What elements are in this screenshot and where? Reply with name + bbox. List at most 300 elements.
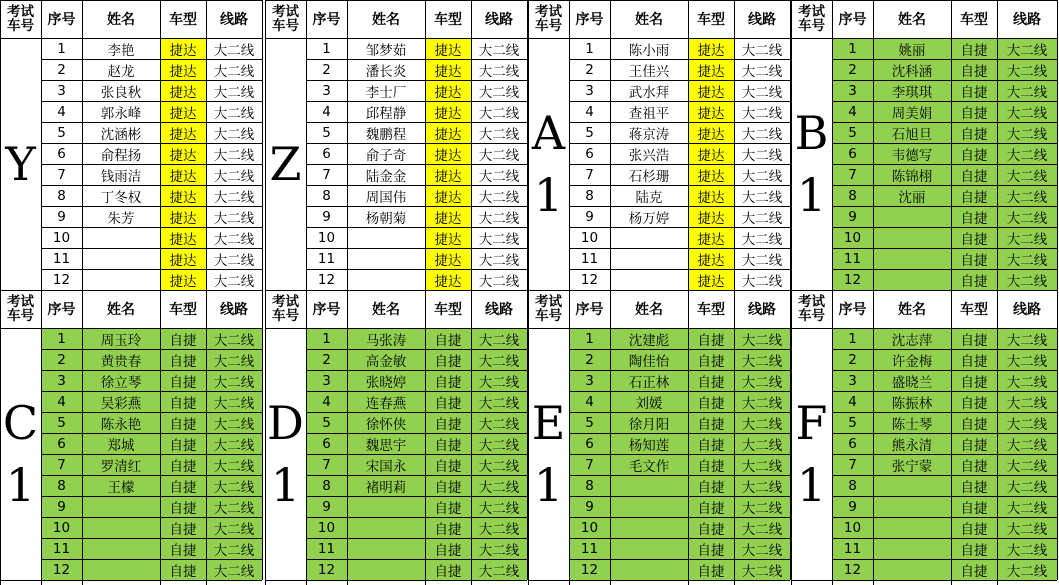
- row-route: 大二线: [478, 63, 520, 80]
- row-route: 大二线: [213, 42, 255, 59]
- row-car-type: 自捷: [425, 475, 471, 496]
- row-route: 大二线: [471, 538, 527, 559]
- row-car-type: 自捷: [951, 391, 997, 412]
- grid-line: [528, 0, 790, 1]
- row-car-type: 捷达: [160, 185, 206, 206]
- row-route: 大二线: [997, 328, 1057, 349]
- grid-line: [306, 206, 527, 207]
- grid-line: [832, 559, 1057, 560]
- grid-line: [41, 269, 262, 270]
- row-seq: 6: [832, 143, 873, 164]
- row-route: 大二线: [471, 370, 527, 391]
- header-type: 车型: [697, 12, 725, 28]
- row-route: 大二线: [206, 370, 262, 391]
- row-route: 大二线: [478, 189, 520, 206]
- row-car-type: 自捷: [951, 38, 997, 59]
- row-route: 大二线: [734, 496, 790, 517]
- header-route: 线路: [748, 302, 776, 318]
- row-car-type: 捷达: [425, 269, 471, 290]
- header-type: 车型: [434, 302, 462, 318]
- row-seq: 2: [832, 349, 873, 370]
- row-route: 大二线: [734, 538, 790, 559]
- row-name: [873, 559, 951, 580]
- row-name: 褚明莉: [347, 475, 425, 496]
- grid-line: [41, 454, 262, 455]
- row-name: [610, 538, 688, 559]
- row-name: 魏鹏程: [365, 126, 407, 143]
- row-car-type: 捷达: [160, 143, 206, 164]
- row-name: 李琪琪: [873, 80, 951, 101]
- row-seq: 12: [832, 559, 873, 580]
- row-seq: 2: [41, 349, 82, 370]
- row-name: [610, 248, 688, 269]
- row-name: 陈小雨: [628, 42, 670, 59]
- header-car-line2: 车号: [535, 308, 562, 324]
- grid-line: [41, 559, 262, 560]
- row-route: 大二线: [997, 80, 1057, 101]
- grid-line: [306, 101, 527, 102]
- grid-line: [997, 290, 998, 580]
- row-car-type: 自捷: [160, 412, 206, 433]
- row-car-type: 捷达: [160, 227, 206, 248]
- row-name: [347, 559, 425, 580]
- row-seq: 9: [832, 206, 873, 227]
- row-name: [347, 269, 425, 290]
- grid-line: [306, 269, 527, 270]
- grid-line: [41, 101, 262, 102]
- row-car-type: 自捷: [951, 349, 997, 370]
- row-car-type: 自捷: [951, 559, 997, 580]
- grid-line: [306, 370, 527, 371]
- row-seq: 7: [585, 166, 594, 183]
- row-seq: 12: [580, 271, 599, 288]
- row-car-type: 捷达: [160, 80, 206, 101]
- row-name: [873, 206, 951, 227]
- grid-line: [82, 0, 83, 290]
- grid-line: [569, 538, 790, 539]
- grid-line: [41, 248, 262, 249]
- row-name: [873, 496, 951, 517]
- row-route: 大二线: [213, 105, 255, 122]
- grid-line: [791, 580, 1057, 581]
- grid-line: [306, 433, 527, 434]
- grid-line: [569, 412, 790, 413]
- header-name: 姓名: [898, 12, 926, 28]
- row-seq: 5: [306, 412, 347, 433]
- row-name: 马张涛: [347, 328, 425, 349]
- car-digit: 1: [533, 168, 564, 222]
- row-name: 熊永清: [873, 433, 951, 454]
- car-letter: D: [267, 396, 304, 450]
- row-route: 大二线: [997, 227, 1057, 248]
- header-car-line2: 车号: [798, 18, 825, 34]
- row-route: 大二线: [471, 496, 527, 517]
- row-seq: 6: [832, 433, 873, 454]
- grid-line: [306, 412, 527, 413]
- grid-line: [1057, 290, 1058, 580]
- row-car-type: 自捷: [951, 475, 997, 496]
- row-route: 大二线: [734, 454, 790, 475]
- row-seq: 8: [585, 187, 594, 204]
- row-route: 大二线: [213, 168, 255, 185]
- header-car-number: [791, 290, 832, 328]
- row-name: 郑城: [82, 433, 160, 454]
- header-route: 线路: [1013, 302, 1041, 318]
- row-car-type: 自捷: [951, 496, 997, 517]
- row-car-type: 捷达: [160, 206, 206, 227]
- row-car-type: 自捷: [425, 433, 471, 454]
- row-name: 俞程扬: [100, 147, 142, 164]
- grid-line: [791, 290, 792, 580]
- row-car-type: 捷达: [425, 164, 471, 185]
- grid-line: [265, 328, 527, 329]
- row-car-type: 捷达: [688, 80, 734, 101]
- grid-line: [791, 0, 1057, 1]
- header-seq: 序号: [838, 302, 867, 318]
- grid-line: [41, 290, 42, 580]
- row-seq: 12: [41, 559, 82, 580]
- row-route: 大二线: [206, 349, 262, 370]
- header-car-number: [265, 290, 306, 328]
- grid-line: [951, 0, 952, 290]
- row-seq: 7: [832, 454, 873, 475]
- grid-line: [569, 248, 790, 249]
- row-route: 大二线: [741, 273, 783, 290]
- row-car-type: 自捷: [688, 517, 734, 538]
- grid-line: [265, 0, 266, 290]
- row-route: 大二线: [213, 189, 255, 206]
- row-route: 大二线: [741, 147, 783, 164]
- grid-line: [569, 517, 790, 518]
- header-type: 车型: [960, 12, 988, 28]
- grid-line: [832, 101, 1057, 102]
- header-car-line1: 考试: [798, 294, 825, 310]
- row-seq: 5: [585, 124, 594, 141]
- row-route: 大二线: [741, 168, 783, 185]
- row-name: 魏思宇: [347, 433, 425, 454]
- grid-line: [471, 290, 472, 580]
- row-name: 陈振林: [873, 391, 951, 412]
- grid-line: [569, 206, 790, 207]
- grid-line: [832, 433, 1057, 434]
- grid-line: [832, 580, 833, 585]
- row-car-type: 自捷: [160, 517, 206, 538]
- grid-line: [0, 290, 1, 580]
- grid-line: [262, 290, 263, 580]
- header-route: 线路: [485, 302, 513, 318]
- row-name: 姚丽: [873, 38, 951, 59]
- row-route: 大二线: [478, 231, 520, 248]
- row-route: 大二线: [213, 210, 255, 227]
- grid-line: [41, 122, 262, 123]
- header-car-line2: 车号: [7, 18, 34, 34]
- row-seq: 7: [322, 166, 331, 183]
- row-car-type: 捷达: [425, 185, 471, 206]
- row-route: 大二线: [206, 517, 262, 538]
- grid-line: [832, 248, 1057, 249]
- row-seq: 4: [569, 391, 610, 412]
- grid-line: [569, 370, 790, 371]
- row-seq: 10: [41, 517, 82, 538]
- row-route: 大二线: [471, 454, 527, 475]
- row-route: 大二线: [206, 328, 262, 349]
- grid-line: [41, 412, 262, 413]
- grid-line: [832, 164, 1057, 165]
- car-number-label: [791, 328, 832, 580]
- row-route: 大二线: [997, 143, 1057, 164]
- row-seq: 4: [832, 101, 873, 122]
- row-seq: 11: [569, 538, 610, 559]
- row-route: 大二线: [471, 349, 527, 370]
- row-route: 大二线: [997, 38, 1057, 59]
- row-seq: 2: [832, 59, 873, 80]
- header-car-line2: 车号: [798, 308, 825, 324]
- row-seq: 6: [57, 145, 66, 162]
- row-name: 陆克: [635, 189, 663, 206]
- row-route: 大二线: [734, 391, 790, 412]
- row-seq: 10: [569, 517, 610, 538]
- row-car-type: 捷达: [688, 185, 734, 206]
- row-name: 沈涵彬: [100, 126, 142, 143]
- row-seq: 2: [322, 61, 331, 78]
- row-car-type: 自捷: [425, 412, 471, 433]
- grid-line: [306, 391, 527, 392]
- row-seq: 3: [41, 370, 82, 391]
- grid-line: [82, 290, 83, 580]
- row-seq: 4: [585, 103, 594, 120]
- header-car-line2: 车号: [272, 308, 299, 324]
- grid-line: [306, 290, 307, 580]
- row-name: [82, 227, 160, 248]
- row-car-type: 捷达: [425, 59, 471, 80]
- row-name: [610, 227, 688, 248]
- row-seq: 5: [322, 124, 331, 141]
- row-car-type: 捷达: [688, 206, 734, 227]
- grid-line: [832, 370, 1057, 371]
- row-seq: 7: [569, 454, 610, 475]
- row-route: 大二线: [471, 559, 527, 580]
- grid-line: [832, 496, 1057, 497]
- row-seq: 7: [832, 164, 873, 185]
- row-name: 吴彩燕: [82, 391, 160, 412]
- row-seq: 11: [832, 538, 873, 559]
- row-name: 张兴浩: [628, 147, 670, 164]
- row-seq: 1: [306, 328, 347, 349]
- header-car-line2: 车号: [535, 18, 562, 34]
- grid-line: [306, 59, 527, 60]
- row-name: 丁冬权: [100, 189, 142, 206]
- row-route: 大二线: [997, 433, 1057, 454]
- row-seq: 1: [832, 38, 873, 59]
- grid-line: [832, 80, 1057, 81]
- grid-line: [832, 290, 833, 580]
- header-type: 车型: [960, 302, 988, 318]
- grid-line: [569, 101, 790, 102]
- row-name: 张晓婷: [347, 370, 425, 391]
- car-letter: C: [2, 396, 39, 450]
- row-car-type: 自捷: [160, 370, 206, 391]
- row-seq: 3: [585, 82, 594, 99]
- row-name: 黄贵春: [82, 349, 160, 370]
- row-car-type: 自捷: [951, 328, 997, 349]
- row-seq: 6: [41, 433, 82, 454]
- row-car-type: 自捷: [425, 559, 471, 580]
- grid-line: [569, 143, 790, 144]
- row-seq: 10: [832, 227, 873, 248]
- grid-line: [41, 164, 262, 165]
- row-car-type: 自捷: [951, 370, 997, 391]
- row-seq: 4: [57, 103, 66, 120]
- row-route: 大二线: [213, 147, 255, 164]
- grid-line: [41, 227, 262, 228]
- row-name: 郭永峰: [100, 105, 142, 122]
- row-name: 石正林: [610, 370, 688, 391]
- row-route: 大二线: [478, 42, 520, 59]
- grid-line: [41, 206, 262, 207]
- grid-line: [306, 475, 527, 476]
- header-name: 姓名: [107, 12, 135, 28]
- grid-line: [997, 0, 998, 290]
- row-car-type: 自捷: [425, 370, 471, 391]
- grid-line: [306, 80, 527, 81]
- row-name: 沈建彪: [610, 328, 688, 349]
- row-car-type: 自捷: [951, 164, 997, 185]
- row-name: 周玉玲: [82, 328, 160, 349]
- row-name: [873, 227, 951, 248]
- row-name: 陈永艳: [82, 412, 160, 433]
- row-name: 徐月阳: [610, 412, 688, 433]
- grid-line: [734, 290, 735, 580]
- grid-line: [41, 433, 262, 434]
- row-car-type: 捷达: [160, 122, 206, 143]
- row-name: [347, 496, 425, 517]
- row-route: 大二线: [478, 147, 520, 164]
- header-car-line1: 考试: [535, 294, 562, 310]
- row-route: 大二线: [997, 185, 1057, 206]
- row-route: 大二线: [997, 517, 1057, 538]
- header-car-line1: 考试: [272, 4, 299, 20]
- row-route: 大二线: [997, 164, 1057, 185]
- grid-line: [832, 454, 1057, 455]
- grid-line: [569, 59, 790, 60]
- row-name: [82, 559, 160, 580]
- row-name: 沈科涵: [873, 59, 951, 80]
- row-name: 俞子奇: [365, 147, 407, 164]
- row-car-type: 自捷: [951, 433, 997, 454]
- row-car-type: 捷达: [425, 206, 471, 227]
- row-name: 钱雨洁: [100, 168, 142, 185]
- grid-line: [832, 59, 1057, 60]
- grid-line: [306, 248, 527, 249]
- row-route: 大二线: [471, 517, 527, 538]
- row-seq: 11: [580, 250, 599, 267]
- row-car-type: 捷达: [425, 143, 471, 164]
- row-car-type: 自捷: [688, 538, 734, 559]
- row-name: 高金敏: [347, 349, 425, 370]
- row-name: 毛文作: [610, 454, 688, 475]
- grid-line: [41, 80, 262, 81]
- row-car-type: 自捷: [160, 433, 206, 454]
- row-name: [347, 538, 425, 559]
- row-name: 陶佳怡: [610, 349, 688, 370]
- row-car-type: 自捷: [951, 269, 997, 290]
- row-car-type: 自捷: [425, 538, 471, 559]
- row-car-type: 自捷: [951, 80, 997, 101]
- grid-line: [306, 143, 527, 144]
- grid-line: [791, 0, 792, 290]
- header-type: 车型: [169, 302, 197, 318]
- row-name: 朱芳: [107, 210, 135, 227]
- grid-line: [688, 0, 689, 290]
- grid-line: [832, 206, 1057, 207]
- grid-line: [306, 349, 527, 350]
- grid-line: [306, 185, 527, 186]
- grid-line: [569, 269, 790, 270]
- header-car-number: [265, 0, 306, 38]
- row-name: 陈锦栩: [873, 164, 951, 185]
- row-car-type: 捷达: [688, 101, 734, 122]
- grid-line: [265, 290, 527, 291]
- grid-line: [347, 290, 348, 580]
- grid-line: [471, 580, 472, 585]
- grid-line: [306, 122, 527, 123]
- row-route: 大二线: [997, 559, 1057, 580]
- row-car-type: 捷达: [688, 59, 734, 80]
- row-car-type: 自捷: [688, 475, 734, 496]
- grid-line: [265, 580, 527, 581]
- row-route: 大二线: [734, 328, 790, 349]
- grid-line: [0, 38, 262, 39]
- header-seq: 序号: [47, 12, 76, 28]
- grid-line: [306, 227, 527, 228]
- row-car-type: 自捷: [688, 370, 734, 391]
- row-car-type: 自捷: [951, 227, 997, 248]
- grid-line: [528, 290, 790, 291]
- grid-line: [41, 580, 42, 585]
- row-seq: 1: [832, 328, 873, 349]
- grid-line: [206, 290, 207, 580]
- row-seq: 3: [322, 82, 331, 99]
- grid-line: [569, 290, 570, 580]
- car-number-label: [791, 38, 832, 290]
- row-car-type: 捷达: [425, 122, 471, 143]
- row-route: 大二线: [734, 370, 790, 391]
- row-route: 大二线: [213, 63, 255, 80]
- row-seq: 8: [57, 187, 66, 204]
- row-seq: 5: [569, 412, 610, 433]
- row-car-type: 捷达: [425, 80, 471, 101]
- row-seq: 12: [569, 559, 610, 580]
- grid-line: [0, 328, 262, 329]
- row-route: 大二线: [997, 59, 1057, 80]
- row-car-type: 捷达: [688, 143, 734, 164]
- grid-line: [425, 0, 426, 290]
- row-name: [873, 248, 951, 269]
- row-route: 大二线: [478, 126, 520, 143]
- row-seq: 2: [585, 61, 594, 78]
- row-car-type: 自捷: [425, 328, 471, 349]
- row-name: 王佳兴: [628, 63, 670, 80]
- header-seq: 序号: [312, 302, 341, 318]
- row-car-type: 自捷: [688, 433, 734, 454]
- row-name: 张良秋: [100, 84, 142, 101]
- grid-line: [791, 38, 1057, 39]
- car-number-label: [265, 328, 306, 580]
- row-name: 徐怀侠: [347, 412, 425, 433]
- grid-line: [41, 475, 262, 476]
- row-car-type: 捷达: [688, 248, 734, 269]
- grid-line: [265, 580, 266, 585]
